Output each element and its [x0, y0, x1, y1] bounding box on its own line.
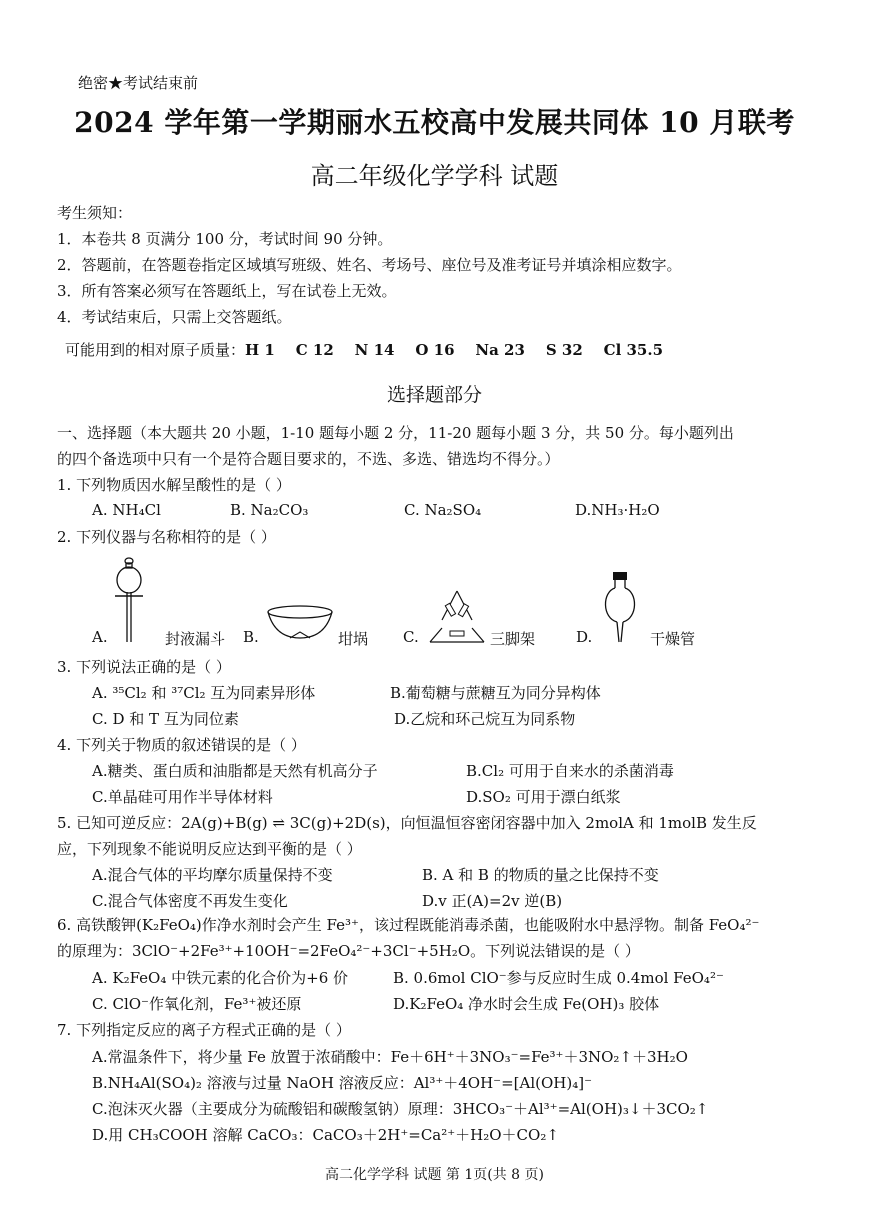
question-1-stem: 1. 下列物质因水解呈酸性的是（ ） — [57, 476, 291, 494]
atomic-mass-values: H 1 C 12 N 14 O 16 Na 23 S 32 Cl 35.5 — [245, 341, 664, 359]
question-2-stem: 2. 下列仪器与名称相符的是（ ） — [57, 528, 276, 546]
question-1-option-b: B. Na₂CO₃ — [230, 501, 309, 519]
question-3-option-a: A. ³⁵Cl₂ 和 ³⁷Cl₂ 互为同素异形体 — [92, 684, 316, 702]
question-2-option-c-letter: C. — [403, 628, 419, 646]
question-5-stem-line2: 应，下列现象不能说明反应达到平衡的是（ ） — [57, 840, 362, 858]
question-2-option-c-name: 三脚架 — [490, 630, 536, 648]
question-1-option-d: D.NH₃·H₂O — [575, 501, 660, 519]
question-1-option-c: C. Na₂SO₄ — [404, 501, 482, 519]
notice-item-3: 3．所有答案必须写在答题纸上，写在试卷上无效。 — [57, 282, 397, 300]
question-2-option-b-letter: B. — [243, 628, 259, 646]
question-2-option-d-letter: D. — [576, 628, 593, 646]
question-7-option-b: B.NH₄Al(SO₄)₂ 溶液与过量 NaOH 溶液反应：Al³⁺＋4OH⁻=[Al(OH)₄]⁻ — [92, 1074, 593, 1092]
notice-item-1: 1．本卷共 8 页满分 100 分，考试时间 90 分钟。 — [57, 230, 393, 248]
notice-item-2: 2．答题前，在答题卷指定区域填写班级、姓名、考场号、座位号及准考证号并填涂相应数字。 — [57, 256, 682, 274]
question-7-option-c: C.泡沫灭火器（主要成分为硫酸铝和碳酸氢钠）原理：3HCO₃⁻＋Al³⁺=Al(OH)₃↓＋3CO₂↑ — [92, 1100, 709, 1118]
question-6-stem-line2: 的原理为：3ClO⁻+2Fe³⁺+10OH⁻=2FeO₄²⁻+3Cl⁻+5H₂O。下列说法错误的是（ ） — [57, 942, 640, 960]
question-3-option-b: B.葡萄糖与蔗糖互为同分异构体 — [390, 684, 601, 702]
section-title: 选择题部分 — [386, 384, 482, 406]
drying-tube-figure — [600, 570, 640, 644]
question-3-option-c: C. D 和 T 互为同位素 — [92, 710, 239, 728]
question-6-option-c: C. ClO⁻作氧化剂，Fe³⁺被还原 — [92, 995, 302, 1013]
question-3-stem: 3. 下列说法正确的是（ ） — [57, 658, 231, 676]
question-5-option-c: C.混合气体密度不再发生变化 — [92, 892, 288, 910]
section-intro-line2: 的四个备选项中只有一个是符合题目要求的，不选、多选、错选均不得分。） — [57, 450, 560, 468]
question-6-option-b: B. 0.6mol ClO⁻参与反应时生成 0.4mol FeO₄²⁻ — [393, 969, 724, 987]
question-3-option-d: D.乙烷和环己烷互为同系物 — [394, 710, 576, 728]
question-2-option-b-name: 坩埚 — [338, 630, 369, 648]
notice-heading: 考生须知： — [57, 204, 133, 222]
evaporating-dish-figure — [265, 604, 335, 644]
question-5-stem-line1: 5. 已知可逆反应：2A(g)+B(g) ⇌ 3C(g)+2D(s)，向恒温恒容密闭容器中加入 2molA 和 1molB 发生反 — [57, 814, 757, 832]
atomic-mass-label: 可能用到的相对原子质量： — [65, 341, 246, 359]
exam-title: 2024 学年第一学期丽水五校高中发展共同体 10 月联考 — [74, 106, 795, 139]
question-6-option-a: A. K₂FeO₄ 中铁元素的化合价为+6 价 — [92, 969, 349, 987]
exam-subtitle: 高二年级化学学科 试题 — [310, 162, 559, 190]
question-7-option-d: D.用 CH₃COOH 溶解 CaCO₃：CaCO₃＋2H⁺=Ca²⁺＋H₂O＋CO₂↑ — [92, 1126, 559, 1144]
question-4-option-a: A.糖类、蛋白质和油脂都是天然有机高分子 — [92, 762, 378, 780]
question-4-option-d: D.SO₂ 可用于漂白纸浆 — [466, 788, 621, 806]
separatory-funnel-figure — [112, 556, 146, 644]
notice-item-4: 4．考试结束后，只需上交答题纸。 — [57, 308, 292, 326]
section-intro-line1: 一、选择题（本大题共 20 小题，1-10 题每小题 2 分，11-20 题每小题 3 分，共 50 分。每小题列出 — [57, 424, 734, 442]
question-5-option-a: A.混合气体的平均摩尔质量保持不变 — [92, 866, 333, 884]
question-7-option-a: A.常温条件下，将少量 Fe 放置于浓硝酸中：Fe＋6H⁺＋3NO₃⁻=Fe³⁺＋3NO₂↑＋3H₂O — [92, 1048, 688, 1066]
question-5-option-d: D.v 正(A)=2v 逆(B) — [422, 892, 563, 910]
question-4-option-b: B.Cl₂ 可用于自来水的杀菌消毒 — [466, 762, 674, 780]
question-2-option-a-letter: A. — [92, 628, 108, 646]
question-6-option-d: D.K₂FeO₄ 净水时会生成 Fe(OH)₃ 胶体 — [393, 995, 660, 1013]
question-5-option-b: B. A 和 B 的物质的量之比保持不变 — [422, 866, 659, 884]
confidential-mark: 绝密★考试结束前 — [78, 74, 199, 92]
question-4-stem: 4. 下列关于物质的叙述错误的是（ ） — [57, 736, 306, 754]
atomic-mass-line — [65, 339, 663, 360]
question-1-option-a: A. NH₄Cl — [92, 501, 161, 519]
question-7-stem: 7. 下列指定反应的离子方程式正确的是（ ） — [57, 1021, 351, 1039]
question-6-stem-line1: 6. 高铁酸钾(K₂FeO₄)作净水剂时会产生 Fe³⁺，该过程既能消毒杀菌，也能吸附水中悬浮物。制备 FeO₄²⁻ — [57, 916, 760, 934]
question-2-option-d-name: 干燥管 — [650, 630, 696, 648]
page-footer: 高二化学学科 试题 第 1页(共 8 页) — [325, 1167, 544, 1183]
question-2-option-a-name: 封液漏斗 — [165, 630, 226, 648]
clay-triangle-figure — [428, 588, 486, 644]
question-4-option-c: C.单晶硅可用作半导体材料 — [92, 788, 273, 806]
